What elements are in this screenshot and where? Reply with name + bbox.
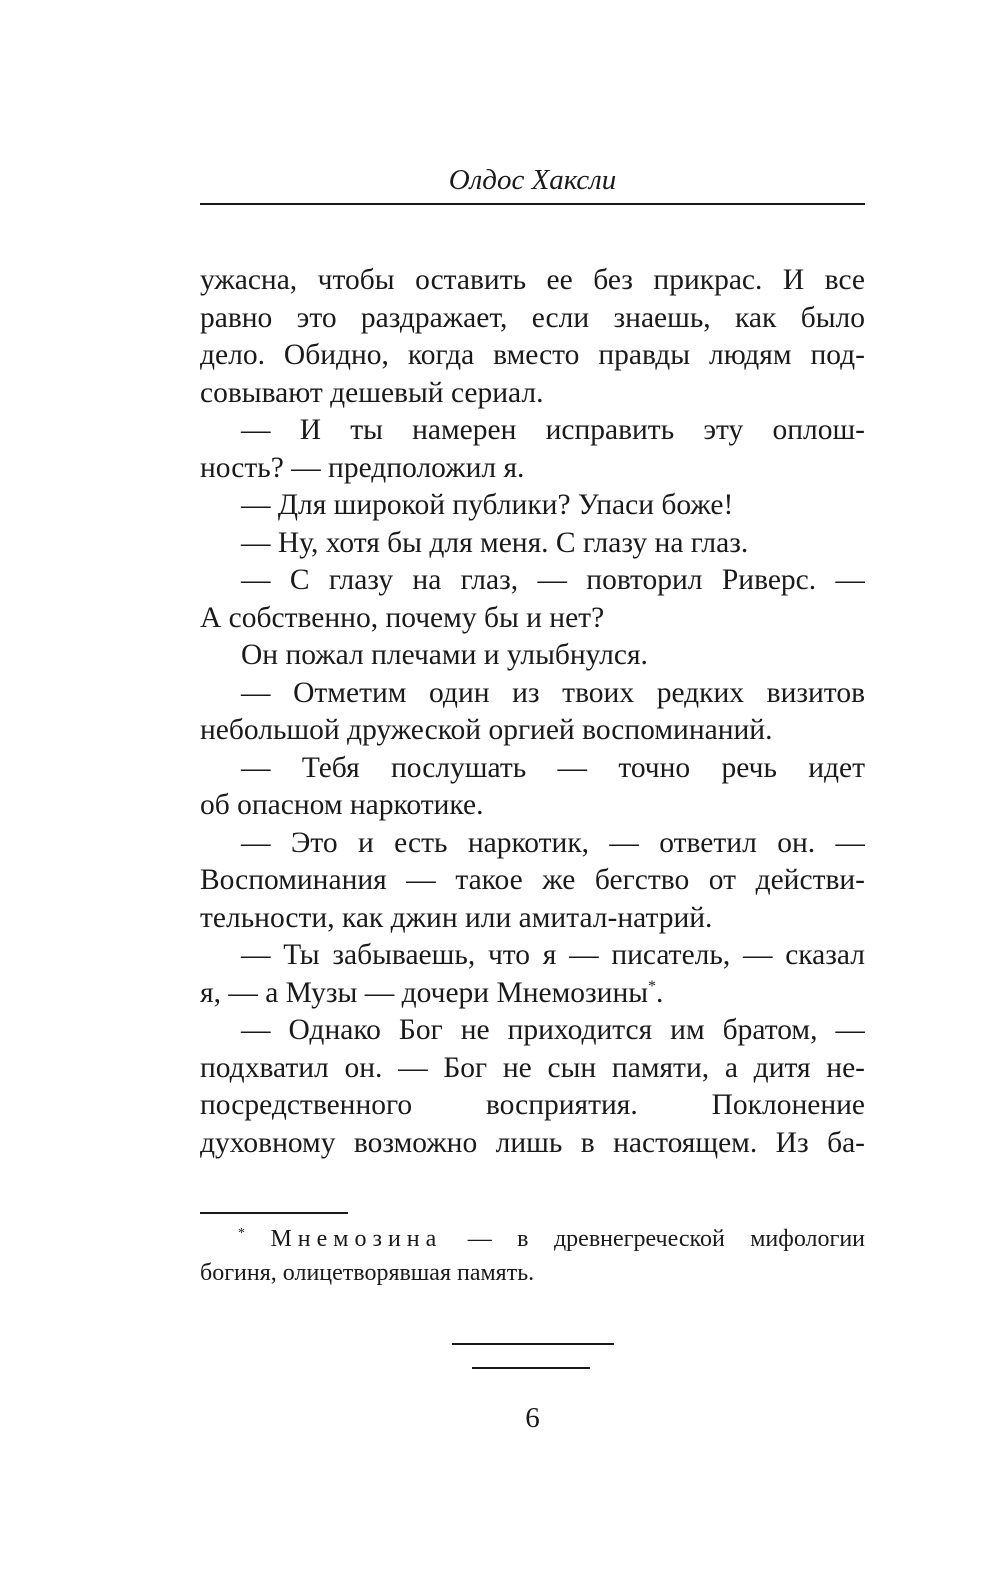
text-line-with-footnote-ref (200, 975, 865, 1013)
text-line: — С глазу на глаз, — повторил Риверс. — (241, 564, 865, 596)
footnote-rule (200, 1212, 348, 1214)
text-line: небольшой дружеской оргией воспоминаний. (200, 714, 773, 746)
footnote-definition: — в древнегреческой мифологии (442, 1226, 865, 1252)
running-head-author: Олдос Хаксли (448, 164, 617, 196)
footnote-line (200, 1222, 865, 1256)
text-line: об опасном наркотике. (200, 789, 484, 821)
text-span: . (656, 976, 664, 1009)
text-line: Воспоминания — такое же бегство от действи- (200, 864, 865, 896)
footnote-term: Мнемозина (270, 1226, 443, 1252)
text-line: — Это и есть наркотик, — ответил он. — (241, 826, 865, 859)
text-line: дело. Обидно, когда вместо правды людям под- (200, 339, 865, 371)
text-line: совывают дешевый сериал. (200, 376, 544, 409)
text-line: — Ты забываешь, что я — писатель, — сказал (241, 939, 865, 971)
body-text (200, 262, 865, 1162)
text-line: духовному возможно лишь в настоящем. Из ба- (200, 1126, 865, 1159)
text-line: — Тебя послушать — точно речь идет (241, 751, 865, 784)
footnote-line: богиня, олицетворявшая память. (200, 1260, 535, 1286)
text-line: — Ну, хотя бы для меня. С глазу на глаз. (241, 526, 749, 559)
text-line: посредственного восприятия. Поклонение (200, 1089, 865, 1121)
text-line: — Для широкой публики? Упаси боже! (241, 489, 734, 521)
footnote (200, 1222, 865, 1290)
page-number: 6 (525, 1402, 540, 1434)
text-line: равно это раздражает, если знаешь, как было (200, 301, 865, 334)
text-line: ужасна, чтобы оставить ее без прикрас. И все (200, 264, 865, 296)
text-line: подхватил он. — Бог не сын памяти, а дитя не- (200, 1051, 865, 1084)
text-span: я, — а Музы — дочери Мнемозины (200, 976, 649, 1009)
text-line: — И ты намерен исправить эту оплош- (241, 414, 865, 446)
text-line: тельности, как джин или амитал-натрий. (200, 901, 713, 934)
ornament-rule-short (472, 1367, 590, 1369)
text-line: — Однако Бог не приходится им братом, — (241, 1014, 865, 1046)
ornament-rule-long (452, 1343, 614, 1345)
footnote-marker: * (238, 1226, 245, 1241)
header-rule (200, 203, 865, 205)
text-line: — Отметим один из твоих редких визитов (241, 676, 865, 709)
text-line: ность? — предположил я. (200, 451, 525, 484)
text-line: А собственно, почему бы и нет? (200, 601, 605, 634)
text-line: Он пожал плечами и улыбнулся. (241, 639, 648, 671)
footnote-reference[interactable]: * (648, 977, 657, 995)
